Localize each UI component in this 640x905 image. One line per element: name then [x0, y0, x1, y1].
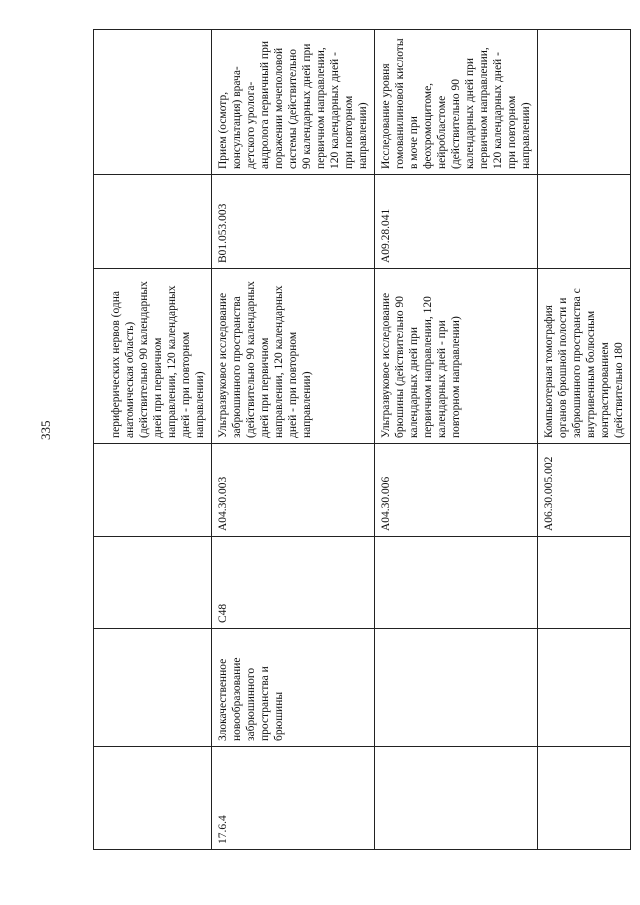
- consult-code-cell: [538, 175, 631, 269]
- service-code-cell: A04.30.003: [212, 444, 375, 537]
- table-row: [538, 30, 631, 850]
- consult-name-cell: Исследование уровня гомованилиновой кислоты в моче при феохромоцитоме, нейробластоме (действительно 90 календарных дней при первичном направлении, 120 календарных дней - при повторном направлении): [375, 30, 538, 175]
- icd-code-cell: C48: [212, 537, 375, 629]
- disease-cell: Злокачественное новообразование забрюшинного пространства и брюшины: [212, 629, 375, 747]
- icd-code-cell: [375, 537, 538, 629]
- table-row: [375, 30, 538, 850]
- table-row: [94, 30, 212, 850]
- rotated-table-wrapper: [93, 30, 626, 850]
- row-number-cell: [94, 747, 212, 850]
- consult-name-cell: [538, 30, 631, 175]
- service-name-cell: Ультразвуковое исследование забрюшинного пространства (действительно 90 календарных дней при первичном направлении, 120 календарных дней - при повторном направлении): [212, 269, 375, 444]
- row-number-cell: [375, 747, 538, 850]
- disease-cell: [94, 629, 212, 747]
- service-code-cell: A06.30.005.002: [538, 444, 631, 537]
- row-number-cell: 17.6.4: [212, 747, 375, 850]
- service-code-cell: A04.30.006: [375, 444, 538, 537]
- icd-code-cell: [538, 537, 631, 629]
- row-number-cell: [538, 747, 631, 850]
- disease-cell: [375, 629, 538, 747]
- consult-name-cell: Прием (осмотр, консультация) врача-детского уролога-андролога первичный при поражении мочеполовой системы (действительно 90 календарных дней при первичном направлении, 120 календарных дней - при повторном направлении): [212, 30, 375, 175]
- service-name-cell: Ультразвуковое исследование брюшины (действительно 90 календарных дней при первичном направлении, 120 календарных дней - при повторном направлении): [375, 269, 538, 444]
- table-row: [212, 30, 375, 850]
- icd-code-cell: [94, 537, 212, 629]
- consult-code-cell: A09.28.041: [375, 175, 538, 269]
- consult-code-cell: [94, 175, 212, 269]
- service-code-cell: [94, 444, 212, 537]
- consult-code-cell: B01.053.003: [212, 175, 375, 269]
- disease-cell: [538, 629, 631, 747]
- service-name-cell: Компьютерная томография органов брюшной полости и забрюшинного пространства с внутривенным болюсным контрастированием (действительно 180: [538, 269, 631, 444]
- services-table: [93, 29, 631, 850]
- page-number: 335: [38, 420, 53, 440]
- consult-name-cell: [94, 30, 212, 175]
- service-name-cell: периферических нервов (одна анатомическая область) (действительно 90 календарных дней при первичном направлении, 120 календарных дней - при повторном направлении): [94, 269, 212, 444]
